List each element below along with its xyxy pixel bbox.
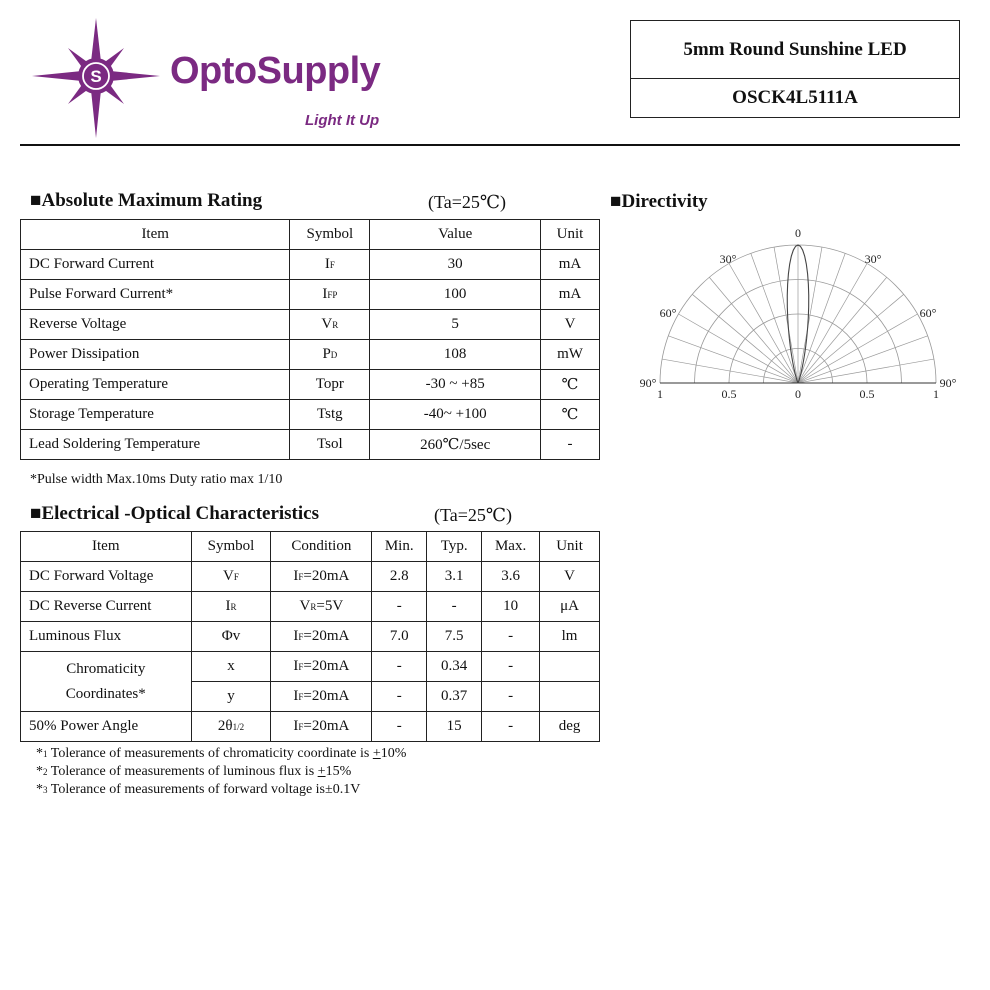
tolerance-note: *1 Tolerance of measurements of chromaticity coordinate is +10% xyxy=(36,746,407,761)
max-cell: 10 xyxy=(482,592,540,622)
max-cell: - xyxy=(482,622,540,652)
brand-name: OptoSupply xyxy=(170,50,381,92)
min-cell: 2.8 xyxy=(372,562,427,592)
abs-max-condition: (Ta=25℃) xyxy=(428,192,507,212)
unit-cell: ℃ xyxy=(541,370,600,400)
column-header: Condition xyxy=(271,532,372,562)
value-cell: 30 xyxy=(370,250,541,280)
value-cell: 260℃/5sec xyxy=(370,430,541,460)
item-cell: Power Dissipation xyxy=(21,340,290,370)
table-row xyxy=(21,652,600,682)
scale-label: 1 xyxy=(657,387,663,401)
symbol-cell: VF xyxy=(191,562,271,592)
value-cell: 108 xyxy=(370,340,541,370)
angle-label: 30° xyxy=(719,252,737,266)
value-cell: -40~ +100 xyxy=(370,400,541,430)
abs-max-footnote: *Pulse width Max.10ms Duty ratio max 1/10 xyxy=(30,472,283,487)
table-row xyxy=(21,250,600,280)
column-header: Max. xyxy=(482,532,540,562)
angle-label: 30° xyxy=(864,252,882,266)
table-row xyxy=(21,400,600,430)
angle-label: 90° xyxy=(939,376,957,390)
unit-cell: V xyxy=(540,562,600,592)
item-cell: Lead Soldering Temperature xyxy=(21,430,290,460)
tolerance-note: *3 Tolerance of measurements of forward voltage is±0.1V xyxy=(36,782,361,797)
unit-cell: μA xyxy=(540,592,600,622)
condition-cell: IF=20mA xyxy=(271,712,372,742)
symbol-cell: Tstg xyxy=(290,400,370,430)
unit-cell xyxy=(540,682,600,712)
column-header: Min. xyxy=(372,532,427,562)
symbol-cell: IF xyxy=(290,250,370,280)
scale-label: 0 xyxy=(795,387,801,401)
condition-cell: VR=5V xyxy=(271,592,372,622)
eo-heading: ■Electrical -Optical Characteristics xyxy=(30,503,319,524)
star-icon xyxy=(32,18,160,138)
part-number: OSCK4L5111A xyxy=(732,87,858,108)
unit-cell: mA xyxy=(541,250,600,280)
item-cell: Pulse Forward Current* xyxy=(21,280,290,310)
unit-cell xyxy=(540,652,600,682)
column-header: Unit xyxy=(541,220,600,250)
angle-label: 60° xyxy=(919,306,937,320)
condition-cell: IF=20mA xyxy=(271,652,372,682)
unit-cell: mW xyxy=(541,340,600,370)
scale-label: 1 xyxy=(933,387,939,401)
table-row xyxy=(21,592,600,622)
table-row xyxy=(21,430,600,460)
condition-cell: IF=20mA xyxy=(271,622,372,652)
max-cell: - xyxy=(482,652,540,682)
symbol-cell: y xyxy=(191,682,271,712)
column-header: Item xyxy=(21,532,192,562)
symbol-cell: PD xyxy=(290,340,370,370)
condition-cell: IF=20mA xyxy=(271,562,372,592)
abs-max-heading: ■Absolute Maximum Rating xyxy=(30,190,263,211)
symbol-cell: Φv xyxy=(191,622,271,652)
typ-cell: 15 xyxy=(427,712,482,742)
title-box xyxy=(630,20,960,118)
min-cell: - xyxy=(372,652,427,682)
eo-condition: (Ta=25℃) xyxy=(434,505,513,525)
symbol-cell: Topr xyxy=(290,370,370,400)
table-row xyxy=(21,712,600,742)
typ-cell: 3.1 xyxy=(427,562,482,592)
item-cell: Luminous Flux xyxy=(21,622,192,652)
svg-text:S: S xyxy=(90,67,102,86)
symbol-cell: IR xyxy=(191,592,271,622)
item-cell: Storage Temperature xyxy=(21,400,290,430)
directivity-heading: ■Directivity xyxy=(610,191,708,212)
symbol-cell: Tsol xyxy=(290,430,370,460)
unit-cell: lm xyxy=(540,622,600,652)
unit-cell: ℃ xyxy=(541,400,600,430)
unit-cell: - xyxy=(541,430,600,460)
value-cell: 5 xyxy=(370,310,541,340)
table-row xyxy=(21,310,600,340)
eo-notes xyxy=(36,745,406,799)
min-cell: 7.0 xyxy=(372,622,427,652)
angle-label: 60° xyxy=(659,306,677,320)
unit-cell: deg xyxy=(540,712,600,742)
table-header-row xyxy=(21,220,600,250)
abs-max-table xyxy=(20,219,600,460)
scale-label: 0.5 xyxy=(859,387,875,401)
symbol-cell: 2θ1/2 xyxy=(191,712,271,742)
max-cell: 3.6 xyxy=(482,562,540,592)
product-title: 5mm Round Sunshine LED xyxy=(631,21,959,79)
column-header: Symbol xyxy=(290,220,370,250)
item-cell: DC Reverse Current xyxy=(21,592,192,622)
min-cell: - xyxy=(372,712,427,742)
column-header: Symbol xyxy=(191,532,271,562)
tolerance-note: *2 Tolerance of measurements of luminous flux is +15% xyxy=(36,764,352,779)
symbol-cell: VR xyxy=(290,310,370,340)
table-row xyxy=(21,562,600,592)
column-header: Typ. xyxy=(427,532,482,562)
max-cell: - xyxy=(482,712,540,742)
typ-cell: - xyxy=(427,592,482,622)
directivity-polar-chart xyxy=(630,225,960,410)
header-rule xyxy=(20,144,960,146)
value-cell: -30 ~ +85 xyxy=(370,370,541,400)
min-cell: - xyxy=(372,592,427,622)
item-cell: DC Forward Voltage xyxy=(21,562,192,592)
column-header: Unit xyxy=(540,532,600,562)
typ-cell: 7.5 xyxy=(427,622,482,652)
item-cell: 50% Power Angle xyxy=(21,712,192,742)
unit-cell: V xyxy=(541,310,600,340)
value-cell: 100 xyxy=(370,280,541,310)
table-row xyxy=(21,622,600,652)
item-cell: DC Forward Current xyxy=(21,250,290,280)
item-cell: Operating Temperature xyxy=(21,370,290,400)
typ-cell: 0.34 xyxy=(427,652,482,682)
item-cell: Reverse Voltage xyxy=(21,310,290,340)
brand-tagline: Light It Up xyxy=(305,112,380,129)
table-row xyxy=(21,340,600,370)
table-row xyxy=(21,370,600,400)
table-row xyxy=(21,280,600,310)
eo-table xyxy=(20,531,600,742)
symbol-cell: x xyxy=(191,652,271,682)
typ-cell: 0.37 xyxy=(427,682,482,712)
scale-label: 0.5 xyxy=(721,387,737,401)
table-header-row xyxy=(21,532,600,562)
chromaticity-item-cell: Chromaticity Coordinates* xyxy=(21,652,192,712)
angle-label: 90° xyxy=(639,376,657,390)
column-header: Value xyxy=(370,220,541,250)
max-cell: - xyxy=(482,682,540,712)
unit-cell: mA xyxy=(541,280,600,310)
symbol-cell: IFP xyxy=(290,280,370,310)
angle-label: 0 xyxy=(795,226,801,240)
column-header: Item xyxy=(21,220,290,250)
min-cell: - xyxy=(372,682,427,712)
condition-cell: IF=20mA xyxy=(271,682,372,712)
